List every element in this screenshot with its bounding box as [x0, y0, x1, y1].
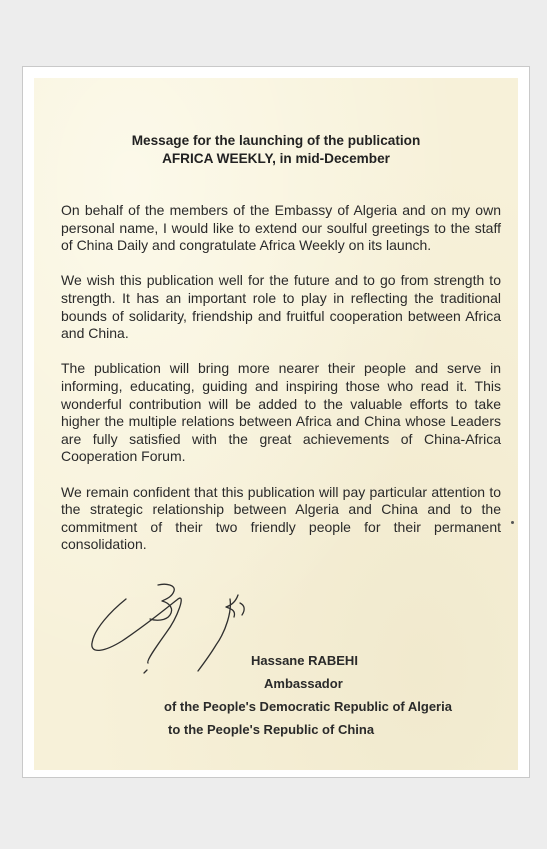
document-frame [22, 66, 530, 778]
handwritten-signature [86, 581, 266, 681]
ink-speck [511, 521, 514, 524]
title-line-2: AFRICA WEEKLY, in mid-December [162, 151, 390, 166]
paragraph-1: On behalf of the members of the Embassy of Algeria and on my own personal name, I would like to extend our soulful greetings to the staff of China Daily and congratulate Africa Weekly on its launch. [61, 202, 501, 254]
letter-title [34, 132, 518, 168]
paragraph-2: We wish this publication well for the future and to go from strength to strength. It has an important role to play in reflecting the traditional bounds of solidarity, friendship and fruitful cooperation between Africa and China. [61, 272, 501, 342]
signatory-position: Ambassador [264, 676, 343, 691]
title-line-1: Message for the launching of the publication [131, 133, 421, 148]
paragraph-3: The publication will bring more nearer their people and serve in informing, educating, guiding and inspiring those who read it. This wonderful contribution will be added to the valuable efforts to take higher the multiple relations between Africa and China whose Leaders are fully satisfied with the great achievements of China-Africa Cooperation Forum. [61, 360, 501, 465]
letter-body [61, 202, 501, 571]
signatory-org-line-1: of the People's Democratic Republic of Algeria [164, 699, 452, 714]
letter-paper [34, 78, 518, 770]
signatory-name: Hassane RABEHI [251, 653, 358, 668]
paragraph-4: We remain confident that this publication will pay particular attention to the strategic relationship between Algeria and China and to the commitment of their two friendly people for their permanent consolidation. [61, 483, 501, 553]
signatory-org-line-2: to the People's Republic of China [168, 722, 375, 737]
